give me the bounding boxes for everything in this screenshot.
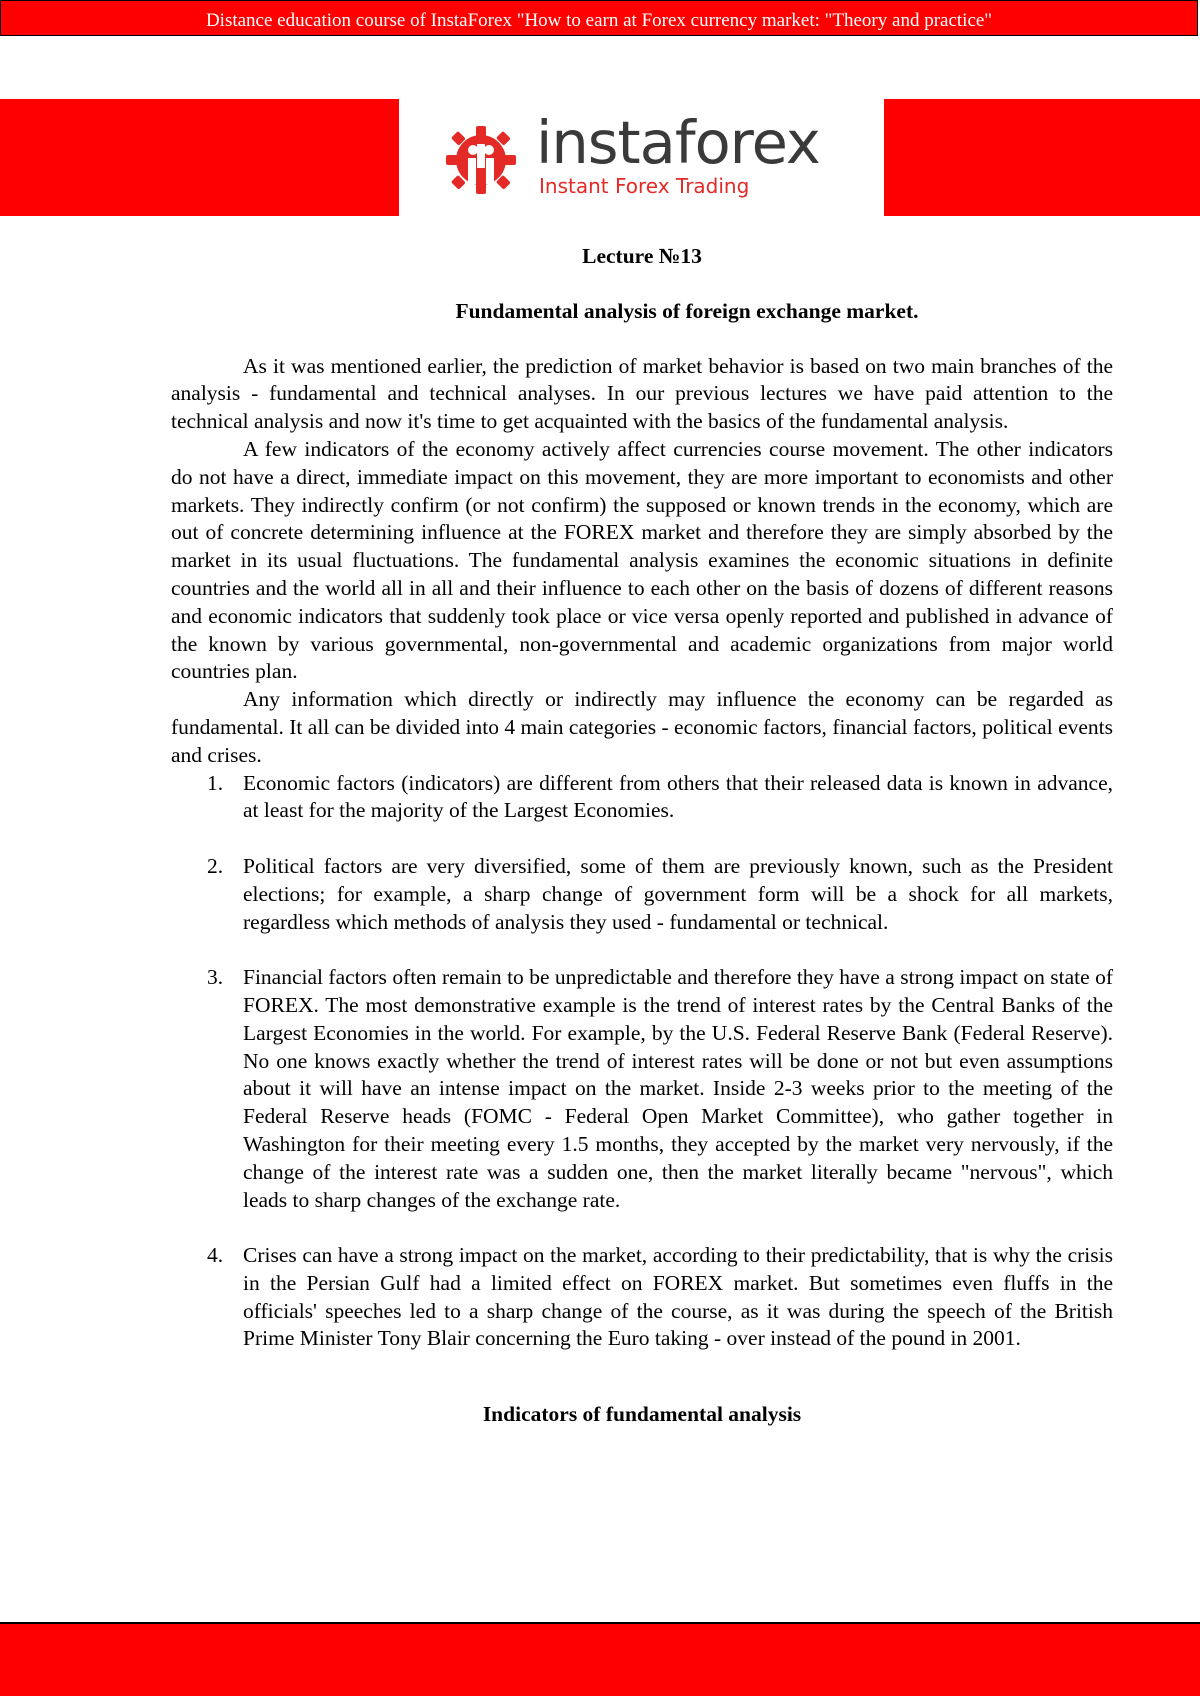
lecture-subject: Fundamental analysis of foreign exchange market. bbox=[455, 298, 919, 323]
paragraph-categories: Any information which directly or indirectly may influence the economy can be regarded as fundamental. It all can be divided into 4 main categories - economic factors, financial factors, political events and crises. bbox=[171, 687, 1113, 767]
section-title: Indicators of fundamental analysis bbox=[482, 1402, 802, 1427]
paragraph-intro: As it was mentioned earlier, the prediction of market behavior is based on two main branches of the analysis - fundamental and technical analyses. In our previous lectures we have paid attention to the technical analysis and now it's time to get acquainted with the basics of the fundamental analysis. bbox=[171, 353, 1113, 434]
lecture-content bbox=[171, 243, 1113, 1429]
course-title: Distance education course of InstaForex "How to earn at Forex currency market: "Theory and practice" bbox=[205, 10, 993, 31]
gear-logo-icon bbox=[440, 124, 522, 196]
paragraph-indicators: A few indicators of the economy actively affect currencies course movement. The other indicators do not have a direct, immediate impact on this movement, they are more important to economists and other markets. They indirectly confirm (or not confirm) the supposed or known trends in the economy, which are out of concrete determining influence at the FOREX market and therefore they are simply absorbed by the market in its usual fluctuations. The fundamental analysis examines the economic situations in definite countries and the world all in all and their influence to each other on the basis of dozens of different reasons and economic indicators that suddenly took place or vice versa openly reported and published in advance of the known by various governmental, non-governmental and academic organizations from major world countries plan. bbox=[171, 436, 1113, 684]
footer-bar bbox=[0, 1622, 1200, 1696]
header-band-right bbox=[884, 99, 1200, 216]
list-item bbox=[171, 1242, 1113, 1353]
list-number: 2. bbox=[207, 853, 224, 878]
list-item bbox=[171, 853, 1113, 936]
factors-list bbox=[171, 770, 1113, 1354]
instaforex-logo bbox=[399, 99, 884, 216]
list-number: 3. bbox=[207, 965, 224, 990]
course-header-bar bbox=[0, 0, 1198, 36]
list-item bbox=[171, 964, 1113, 1214]
list-text: Crises can have a strong impact on the market, according to their predictability, that is why the crisis in the Persian Gulf had a limited effect on FOREX market. But sometimes even fluffs in the officials' speeches led to a sharp change of the course, as it was during the speech of the British Prime Minister Tony Blair concerning the Euro taking - over instead of the pound in 2001. bbox=[243, 1243, 1113, 1351]
header-band-left bbox=[0, 99, 399, 216]
logo-tagline: Instant Forex Trading bbox=[539, 174, 750, 198]
logo-wordmark: instaforex bbox=[536, 108, 820, 177]
list-text: Political factors are very diversified, some of them are previously known, such as the President elections; for example, a sharp change of government form will be a shock for all markets, regardless which methods of analysis they used - fundamental or technical. bbox=[243, 853, 1113, 934]
list-number: 4. bbox=[207, 1243, 224, 1268]
list-text: Financial factors often remain to be unpredictable and therefore they have a strong impact on state of FOREX. The most demonstrative example is the trend of interest rates by the Central Banks of the Largest Economies in the world. For example, by the U.S. Federal Reserve Bank (Federal Reserve). No one knows exactly whether the trend of interest rates will be done or not but even assumptions about it will have an intense impact on the market. Inside 2-3 weeks prior to the meeting of the Federal Reserve heads (FOMC - Federal Open Market Committee), who gather together in Washington for their meeting every 1.5 months, they accepted by the market very nervously, if the change of the interest rate was a sudden one, then the market literally became "nervous", which leads to sharp changes of the exchange rate. bbox=[243, 965, 1113, 1212]
list-item bbox=[171, 770, 1113, 826]
list-number: 1. bbox=[207, 770, 224, 795]
list-text: Economic factors (indicators) are different from others that their released data is known in advance, at least for the majority of the Largest Economies. bbox=[243, 770, 1113, 823]
lecture-title: Lecture №13 bbox=[582, 244, 702, 268]
